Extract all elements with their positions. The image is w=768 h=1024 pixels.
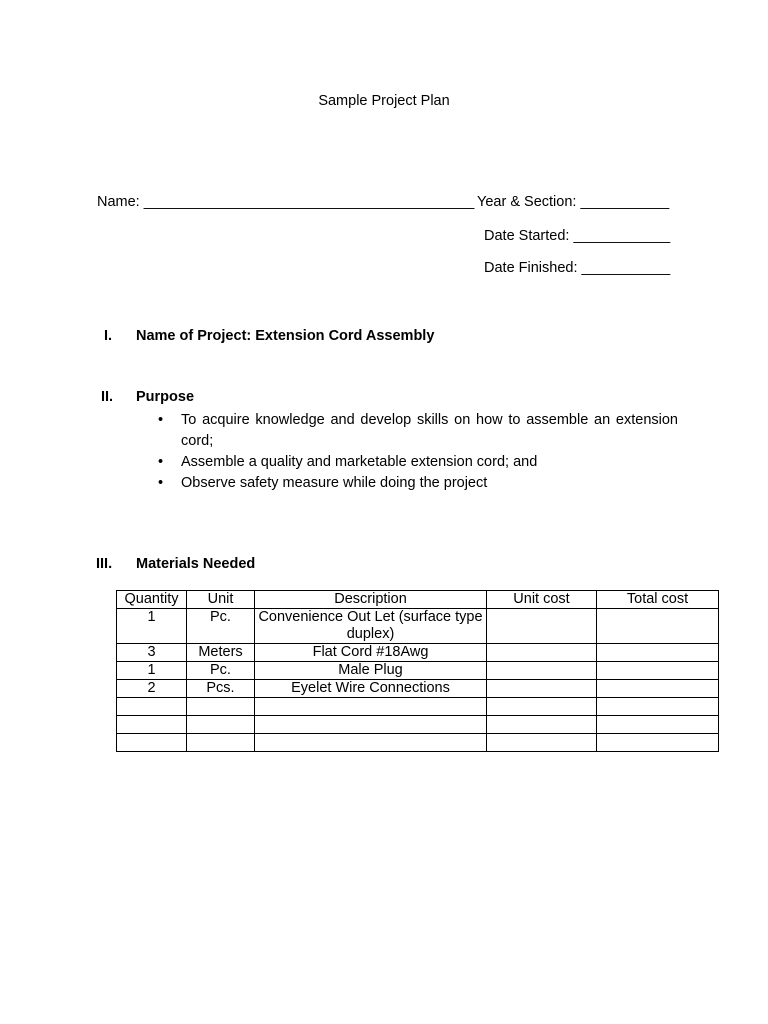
table-cell [187, 716, 255, 734]
table-cell [117, 716, 187, 734]
document-title: Sample Project Plan [318, 93, 450, 109]
table-cell: Pc. [187, 662, 255, 680]
table-row [117, 680, 719, 698]
table-cell: Pc. [187, 609, 255, 644]
table-cell [597, 680, 719, 698]
table-cell [487, 662, 597, 680]
table-cell: Flat Cord #18Awg [255, 644, 487, 662]
table-cell [255, 734, 487, 752]
table-row [117, 644, 719, 662]
section-3-heading: Materials Needed [136, 556, 256, 572]
materials-table [116, 590, 719, 752]
table-cell [597, 698, 719, 716]
table-cell [255, 716, 487, 734]
column-header-quantity: Quantity [117, 591, 187, 609]
table-cell: Convenience Out Let (surface type duplex) [255, 609, 487, 644]
table-row [117, 734, 719, 752]
table-cell: 1 [117, 609, 187, 644]
column-header-description: Description [255, 591, 487, 609]
section-2-heading: Purpose [136, 389, 195, 405]
table-row [117, 662, 719, 680]
table-cell [117, 698, 187, 716]
table-cell [597, 609, 719, 644]
date-finished-field: Date Finished: ___________ [484, 260, 671, 276]
table-cell: 2 [117, 680, 187, 698]
table-cell [187, 734, 255, 752]
table-cell [487, 609, 597, 644]
table-row [117, 609, 719, 644]
table-cell: Eyelet Wire Connections [255, 680, 487, 698]
table-cell [187, 698, 255, 716]
table-cell [487, 680, 597, 698]
table-row [117, 698, 719, 716]
table-cell [597, 662, 719, 680]
table-cell [487, 734, 597, 752]
table-cell: 3 [117, 644, 187, 662]
table-cell [597, 644, 719, 662]
table-cell [255, 698, 487, 716]
column-header-unit-cost: Unit cost [487, 591, 597, 609]
table-cell [117, 734, 187, 752]
year-section-field: Year & Section: ___________ [477, 194, 670, 210]
table-cell: Meters [187, 644, 255, 662]
column-header-total-cost: Total cost [597, 591, 719, 609]
date-started-field: Date Started: ____________ [484, 228, 671, 244]
name-field: Name: _________________________________________ [97, 194, 475, 210]
table-cell [597, 716, 719, 734]
section-1-heading: Name of Project: Extension Cord Assembly [136, 328, 435, 344]
table-cell: Pcs. [187, 680, 255, 698]
purpose-bullet-list [136, 410, 678, 494]
table-cell: Male Plug [255, 662, 487, 680]
column-header-unit: Unit [187, 591, 255, 609]
table-cell [487, 716, 597, 734]
section-3-numeral: III. [96, 556, 113, 572]
section-2-numeral: II. [101, 389, 114, 405]
table-cell [597, 734, 719, 752]
purpose-bullet: • Observe safety measure while doing the project [136, 473, 678, 494]
table-cell [487, 644, 597, 662]
section-1-numeral: I. [104, 328, 113, 344]
table-header-row [117, 591, 719, 609]
purpose-bullet: • To acquire knowledge and develop skills on how to assemble an extension cord; [136, 410, 678, 452]
purpose-bullet: • Assemble a quality and marketable extension cord; and [136, 452, 678, 473]
table-cell [487, 698, 597, 716]
table-row [117, 716, 719, 734]
table-cell: 1 [117, 662, 187, 680]
